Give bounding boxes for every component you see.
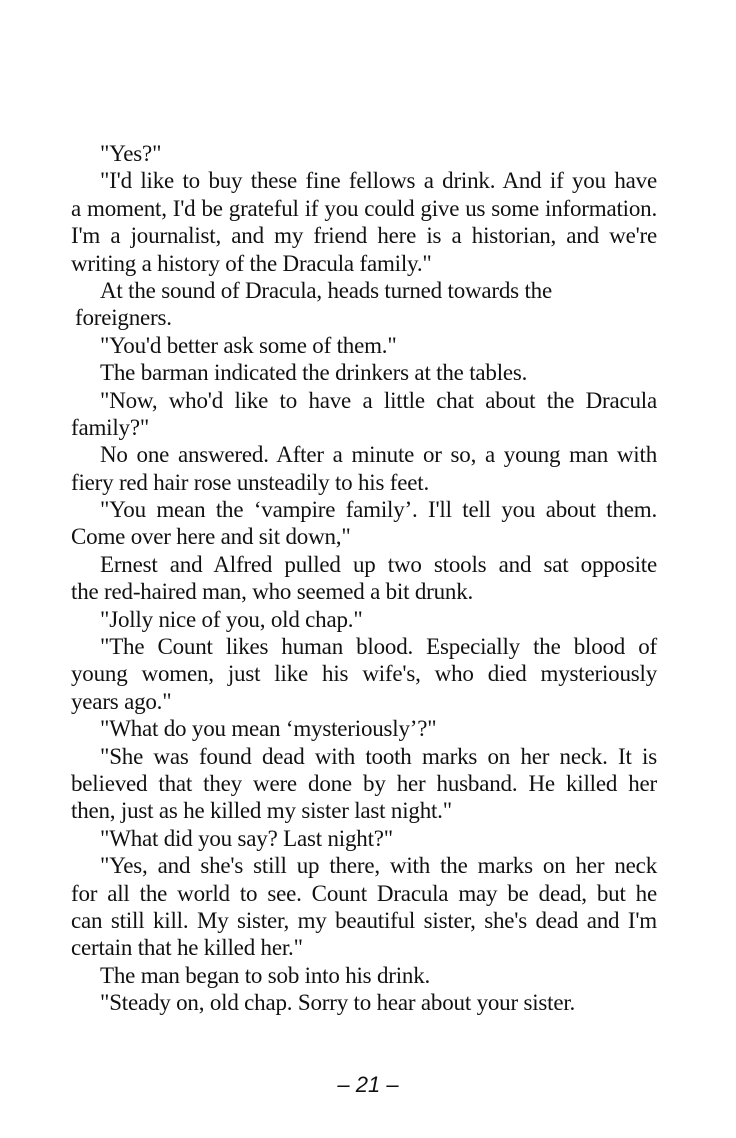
text-line: "You mean the ‘vampire family’. I'll tell you about them. [100,497,657,523]
text-line: years ago." [71,688,172,714]
text-line: for all the world to see. Count Dracula may be dead, but he [71,880,657,906]
text-line: believed that they were done by her husband. He killed her [71,770,657,796]
body-text [71,140,657,1017]
text-line: "Steady on, old chap. Sorry to hear about your sister. [100,990,576,1016]
text-line: "She was found dead with tooth marks on her neck. It is [100,743,657,769]
text-line: The barman indicated the drinkers at the tables. [100,360,528,386]
text-line: "The Count likes human blood. Especially the blood of [100,634,657,660]
text-line: a moment, I'd be grateful if you could give us some information. [71,195,657,221]
text-line: The man began to sob into his drink. [100,962,431,988]
text-line: Ernest and Alfred pulled up two stools and sat opposite [100,551,657,577]
text-line: family?" [71,414,150,440]
text-line: the red-haired man, who seemed a bit drunk. [71,579,474,605]
text-line: certain that he killed her." [71,935,303,961]
text-line: "Yes?" [100,141,162,166]
text-line: "Now, who'd like to have a little chat about the Dracula [100,387,657,413]
text-line: "Yes, and she's still up there, with the marks on her neck [100,853,657,879]
text-line: "Jolly nice of you, old chap." [100,606,363,632]
text-line: "You'd better ask some of them." [100,332,397,358]
text-line: young women, just like his wife's, who died mysteriously [71,661,657,687]
text-line: Come over here and sit down," [71,524,351,550]
page-number: – 21 – [337,1072,399,1097]
text-line: No one answered. After a minute or so, a young man with [100,442,657,468]
text-line: writing a history of the Dracula family." [71,250,432,276]
text-line: "What do you mean ‘mysteriously’?" [100,716,437,742]
text-line: "I'd like to buy these fine fellows a drink. And if you have [100,168,657,194]
text-line: At the sound of Dracula, heads turned towards the [100,277,552,303]
text-line: can still kill. My sister, my beautiful sister, she's dead and I'm [71,907,657,933]
text-line: "What did you say? Last night?" [100,825,393,851]
text-line: then, just as he killed my sister last night." [71,798,452,824]
text-line: fiery red hair rose unsteadily to his feet. [71,469,429,495]
text-line: foreigners. [75,305,172,331]
text-line: I'm a journalist, and my friend here is a historian, and we're [71,223,657,249]
